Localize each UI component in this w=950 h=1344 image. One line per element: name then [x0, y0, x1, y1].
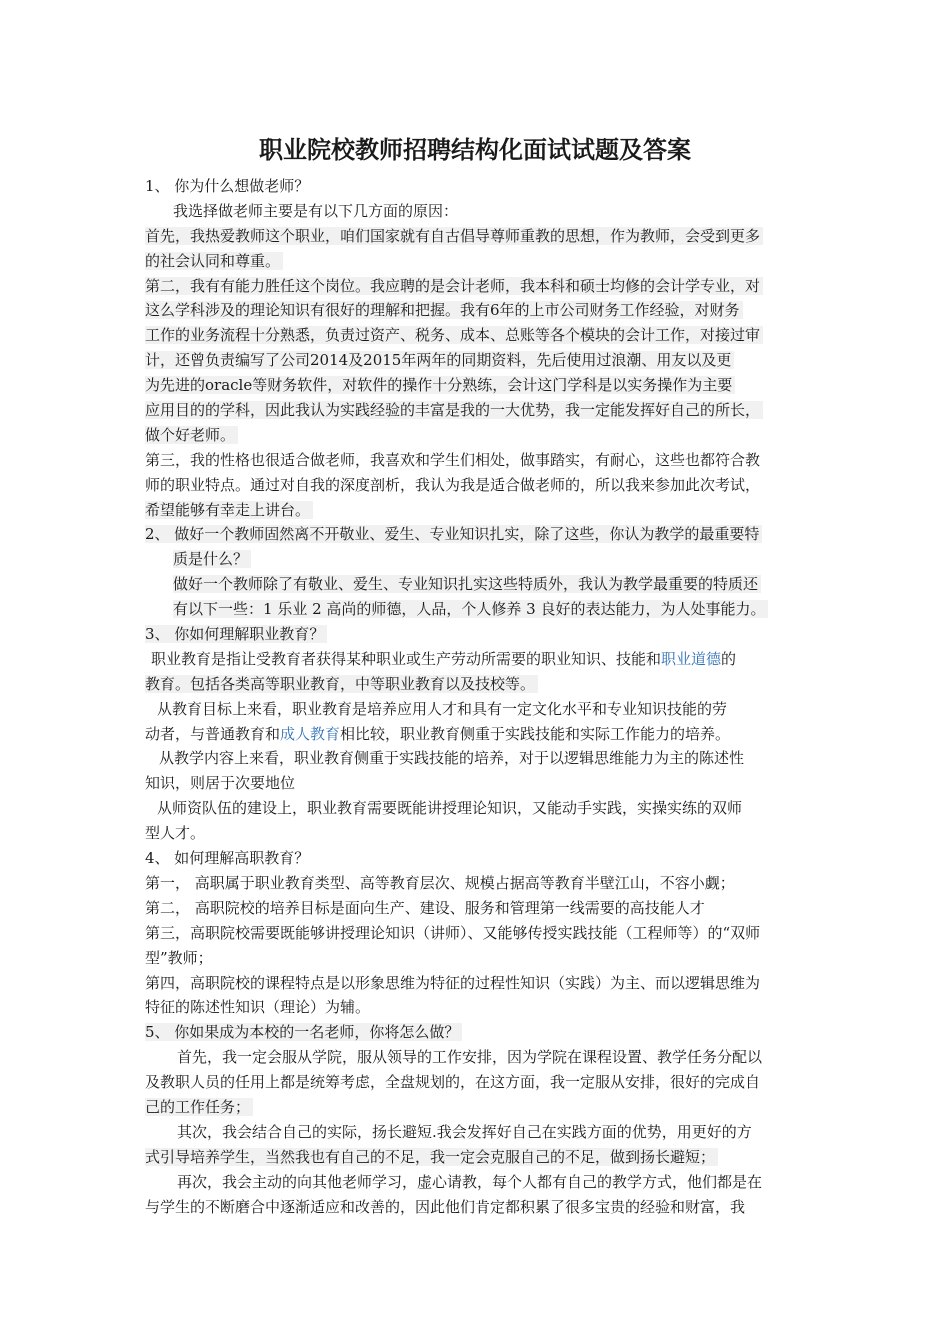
text-line	[145, 896, 813, 921]
text-line	[145, 1145, 813, 1170]
text-line-content: 式引导培养学生，当然我也有自己的不足，我一定会克服自己的不足，做到扬长避短；	[145, 1148, 718, 1166]
text-line-content: 计，还曾负责编写了公司2014及2015年两年的同期资料，先后使用过浪潮、用友以及更	[145, 351, 734, 369]
text-line-content: 的社会认同和尊重。	[145, 252, 283, 270]
text-line	[145, 522, 813, 547]
text-line	[145, 448, 813, 473]
text-line-content: 做个好老师。	[145, 426, 238, 444]
text-line	[145, 1095, 813, 1120]
text-line	[145, 1120, 813, 1145]
text-line	[145, 647, 813, 672]
text-line-content: 应用目的的学科，因此我认为实践经验的丰富是我的一大优势，我一定能发挥好自己的所长，	[145, 401, 763, 419]
text-line	[145, 622, 813, 647]
text-line	[145, 1045, 813, 1070]
text-line-content: 与学生的不断磨合中逐渐适应和改善的，因此他们肯定都积累了很多宝贵的经验和财富，我	[145, 1197, 746, 1216]
text-line-content: 及教职人员的任用上都是统筹考虑，全盘规划的，在这方面，我一定服从安排，很好的完成自	[145, 1073, 761, 1092]
text-line-content: 质是什么？	[173, 550, 251, 568]
page-title: 职业院校教师招聘结构化面试试题及答案	[259, 136, 691, 164]
text-line	[145, 597, 813, 622]
text-line-content: 第二，我有有能力胜任这个岗位。我应聘的是会计老师，我本科和硕士均修的会计学专业，对	[145, 277, 763, 295]
text-line-content: 这么学科涉及的理论知识有很好的理解和把握。我有6年的上市公司财务工作经验，对财务	[145, 301, 743, 319]
text-line-content: 2、 做好一个教师固然离不开敬业、爱生、专业知识扎实，除了这些，你认为教学的最重要特	[145, 525, 762, 543]
text-line-content: 从师资队伍的建设上，职业教育需要既能讲授理论知识，又能动手实践，实操实练的双师	[157, 799, 743, 818]
text-line	[145, 921, 813, 946]
text-run: 的	[721, 649, 737, 668]
text-line	[145, 398, 813, 423]
text-run: 动者，与普通教育和	[145, 724, 281, 743]
text-line	[145, 224, 813, 249]
document-body	[145, 174, 813, 1219]
text-line-content: 从教育目标上来看，职业教育是培养应用人才和具有一定文化水平和专业知识技能的劳	[157, 699, 728, 718]
text-line-content: 第一， 高职属于职业教育类型、高等教育层次、规模占据高等教育半壁江山，不容小觑；	[145, 873, 735, 892]
text-line-content: 己的工作任务；	[145, 1098, 253, 1116]
text-line-content: 1、 你为什么想做老师？	[145, 177, 310, 195]
text-line	[145, 1020, 813, 1045]
text-line-content	[151, 650, 739, 668]
text-line	[145, 746, 813, 771]
text-line	[145, 323, 813, 348]
text-line	[145, 946, 813, 971]
text-line	[145, 498, 813, 523]
text-line-content	[145, 725, 733, 743]
text-run: 职业教育是指让受教育者获得某种职业或生产劳动所需要的职业知识、技能和	[151, 649, 662, 668]
text-line	[145, 249, 813, 274]
text-line-content: 第四，高职院校的课程特点是以形象思维为特征的过程性知识（实践）为主、而以逻辑思维为	[145, 973, 761, 992]
text-line	[145, 473, 813, 498]
text-line	[145, 771, 813, 796]
text-line-content: 其次，我会结合自己的实际，扬长避短.我会发挥好自己在实践方面的优势，用更好的方	[177, 1122, 752, 1141]
text-line-content: 特征的陈述性知识（理论）为辅。	[145, 998, 371, 1017]
text-line-content: 知识，则居于次要地位	[145, 774, 296, 793]
text-line-content: 型人才。	[145, 824, 206, 843]
text-line	[145, 274, 813, 299]
text-line	[145, 871, 813, 896]
text-line-content: 教育。包括各类高等职业教育，中等职业教育以及技校等。	[145, 675, 538, 693]
text-line-content: 5、 你如果成为本校的一名老师，你将怎么做？	[145, 1023, 462, 1041]
text-line-content: 第三，高职院校需要既能够讲授理论知识（讲师）、又能够传授实践技能（工程师等）的“双师	[145, 923, 761, 942]
text-line-content: 3、 你如何理解职业教育？	[145, 625, 327, 643]
text-line-content: 做好一个教师除了有敬业、爱生、专业知识扎实这些特质外，我认为教学最重要的特质还	[173, 575, 761, 593]
text-line-content: 从教学内容上来看，职业教育侧重于实践技能的培养，对于以逻辑思维能力为主的陈述性	[159, 749, 745, 768]
text-line-content: 首先，我热爱教师这个职业，咱们国家就有自古倡导尊师重教的思想，作为教师，会受到更多	[145, 227, 763, 245]
text-line	[145, 821, 813, 846]
text-line-content: 我选择做老师主要是有以下几方面的原因：	[173, 201, 459, 220]
text-line-content: 希望能够有幸走上讲台。	[145, 501, 313, 519]
text-line	[145, 971, 813, 996]
text-line	[145, 697, 813, 722]
text-line-content: 有以下一些：1 乐业 2 高尚的师德，人品，个人修养 3 良好的表达能力，为人处事能力。	[173, 600, 768, 618]
text-line	[145, 348, 813, 373]
text-line	[145, 1195, 813, 1220]
text-line-content: 为先进的oracle等财务软件，对软件的操作十分熟练，会计这门学科是以实务操作为主要	[145, 376, 735, 394]
text-line-content: 工作的业务流程十分熟悉，负责过资产、税务、成本、总账等各个模块的会计工作，对接过审	[145, 326, 763, 344]
text-line	[145, 547, 813, 572]
text-line	[145, 199, 813, 224]
text-line-content: 首先，我一定会服从学院，服从领导的工作安排，因为学院在课程设置、教学任务分配以	[177, 1048, 763, 1067]
text-line-content: 第三，我的性格也很适合做老师，我喜欢和学生们相处，做事踏实，有耐心，这些也都符合教	[145, 450, 761, 469]
text-line-content: 师的职业特点。通过对自我的深度剖析，我认为我是适合做老师的，所以我来参加此次考试，	[145, 475, 761, 494]
text-line-content: 再次，我会主动的向其他老师学习，虚心请教，每个人都有自己的教学方式，他们都是在	[177, 1172, 763, 1191]
text-run: 相比较，职业教育侧重于实践技能和实际工作能力的培养。	[340, 724, 731, 743]
text-line	[145, 846, 813, 871]
text-line	[145, 672, 813, 697]
text-line	[145, 796, 813, 821]
text-line	[145, 572, 813, 597]
text-line	[145, 995, 813, 1020]
text-line	[145, 298, 813, 323]
text-line-content: 第二， 高职院校的培养目标是面向生产、建设、服务和管理第一线需要的高技能人才	[145, 898, 705, 917]
hyperlink[interactable]: 职业道德	[661, 649, 722, 668]
text-line-content: 4、 如何理解高职教育？	[145, 849, 310, 868]
text-line	[145, 373, 813, 398]
text-line-content: 型”教师；	[145, 948, 213, 967]
text-line	[145, 174, 813, 199]
text-line	[145, 1170, 813, 1195]
text-line	[145, 1070, 813, 1095]
text-line	[145, 423, 813, 448]
text-line	[145, 722, 813, 747]
hyperlink[interactable]: 成人教育	[280, 724, 341, 743]
